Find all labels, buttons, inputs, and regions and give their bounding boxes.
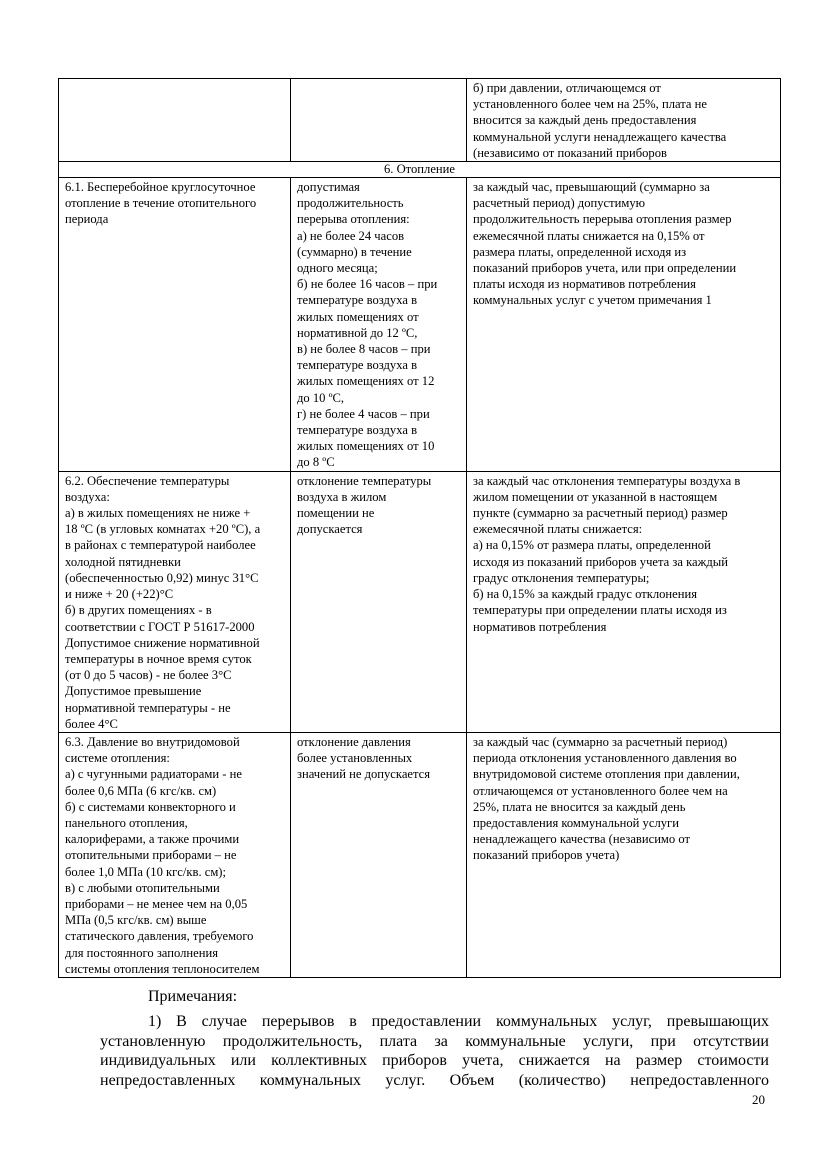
cell-text-line: вносится за каждый день предоставления (473, 113, 697, 128)
cell-text-line: а) на 0,15% от размера платы, определенной (473, 538, 711, 553)
cell-text-line: установленного более чем на 25%, плата не (473, 97, 707, 112)
section-heading-heating: 6. Отопление (59, 162, 781, 178)
cell-text-line: отопительными приборами – не (65, 848, 237, 863)
cell-text-line: отклонение температуры (297, 473, 432, 488)
table-cell (291, 178, 467, 472)
cell-text-line: воздуха в жилом (297, 489, 387, 504)
cell-text-line: (обеспеченностью 0,92) минус 31°С (65, 570, 259, 585)
cell-text-line: за каждый час, превышающий (суммарно за (473, 180, 710, 195)
cell-text-line: показаний приборов учета) (473, 848, 620, 863)
cell-text-line: статического давления, требуемого (65, 929, 254, 944)
cell-text-line: для постоянного заполнения (65, 945, 218, 960)
cell-text-line: температуре воздуха в (297, 358, 418, 373)
cell-text-line: в) с любыми отопительными (65, 880, 220, 895)
cell-text-line: температуры при определении платы исходя из (473, 603, 727, 618)
table-cell (467, 471, 781, 732)
cell-text-line: ежемесячной платы снижается: (473, 522, 643, 537)
cell-text-line: жилых помещениях от (297, 309, 419, 324)
cell-text-line: в районах с температурой наиболее (65, 538, 256, 553)
table-cell (467, 79, 781, 162)
cell-text-line: перерыва отопления: (297, 212, 410, 227)
cell-text-line: системе отопления: (65, 751, 170, 766)
cell-text-line: градус отклонения температуры; (473, 570, 650, 585)
cell-text-line: отопление в течение отопительного (65, 196, 257, 211)
cell-text-line: (независимо от показаний приборов (473, 145, 667, 160)
cell-text-line: системы отопления теплоносителем (65, 961, 260, 976)
cell-text-line: 25%, плата не вносится за каждый день (473, 799, 686, 814)
table-cell (59, 471, 291, 732)
table-row (59, 79, 781, 162)
cell-text-line: периода отклонения установленного давления во (473, 751, 737, 766)
cell-text-line: внутридомовой системе отопления при давлении, (473, 767, 740, 782)
cell-text-line: нормативной до 12 ºС, (297, 325, 418, 340)
cell-text-line: размера платы, определенной исходя из (473, 244, 687, 259)
cell-text-line: приборами – не менее чем на 0,05 (65, 896, 248, 911)
cell-text-line: более 1,0 МПа (10 кгс/кв. см); (65, 864, 226, 879)
cell-text-line: и ниже + 20 (+22)°С (65, 587, 174, 602)
table-cell (59, 178, 291, 472)
cell-text-line: продолжительность (297, 196, 404, 211)
cell-text-line: одного месяца; (297, 261, 378, 276)
cell-text-line: Допустимое снижение нормативной (65, 635, 260, 650)
cell-text-line: (суммарно) в течение (297, 244, 412, 259)
table-row (59, 471, 781, 732)
cell-text-line: за каждый час (суммарно за расчетный период) (473, 734, 728, 749)
cell-text-line: а) с чугунными радиаторами - не (65, 767, 242, 782)
cell-text-line: г) не более 4 часов – при (297, 406, 430, 421)
cell-text-line: пункте (суммарно за расчетный период) размер (473, 506, 728, 521)
cell-text-line: Допустимое превышение (65, 684, 202, 699)
cell-text-line: коммунальной услуги ненадлежащего качества (473, 129, 727, 144)
cell-text-line: расчетный период) допустимую (473, 196, 646, 211)
cell-text-line: ежемесячной платы снижается на 0,15% от (473, 228, 705, 243)
cell-text-line: температуре воздуха в (297, 293, 418, 308)
cell-text-line: показаний приборов учета, или при определении (473, 261, 737, 276)
cell-text-line: температуре воздуха в (297, 423, 418, 438)
cell-text-line: холодной пятидневки (65, 554, 181, 569)
utility-quality-table (58, 78, 781, 978)
cell-text-line: в) не более 8 часов – при (297, 342, 431, 357)
cell-text-line: 6.3. Давление во внутридомовой (65, 734, 240, 749)
cell-text-line: отличающемся от установленного более чем на (473, 783, 728, 798)
cell-text-line: б) не более 16 часов – при (297, 277, 438, 292)
section-header-row (59, 162, 781, 178)
table-cell (467, 178, 781, 472)
cell-text-line: нормативной температуры - не (65, 700, 231, 715)
table-cell (291, 79, 467, 162)
table-cell (59, 732, 291, 977)
cell-text-line: до 10 ºС, (297, 390, 345, 405)
cell-text-line: б) с системами конвекторного и (65, 799, 236, 814)
cell-text-line: 6.1. Бесперебойное круглосуточное (65, 180, 256, 195)
cell-text-line: допускается (297, 522, 363, 537)
cell-text-line: отклонение давления (297, 734, 411, 749)
cell-text-line: значений не допускается (297, 767, 431, 782)
cell-text-line: соответствии с ГОСТ Р 51617-2000 (65, 619, 255, 634)
cell-text-line: платы исходя из нормативов потребления (473, 277, 696, 292)
table-row (59, 732, 781, 977)
cell-text-line: воздуха: (65, 489, 110, 504)
cell-text-line: периода (65, 212, 109, 227)
table-cell (467, 732, 781, 977)
cell-text-line: (от 0 до 5 часов) - не более 3°С (65, 668, 232, 683)
cell-text-line: б) при давлении, отличающемся от (473, 81, 661, 95)
page-number: 20 (752, 1092, 765, 1107)
cell-text-line: помещении не (297, 506, 375, 521)
table-cell (59, 79, 291, 162)
notes-title: Примечания: (148, 988, 238, 1005)
cell-text-line: за каждый час отклонения температуры воздуха в (473, 473, 741, 488)
cell-text-line: коммунальных услуг с учетом примечания 1 (473, 293, 712, 308)
notes-paragraph: 1) В случае перерывов в предоставлении коммунальных услуг, превышающих установленную продолжительность, плата за коммунальные услуги, при отсутствии индивидуальных или коллективных приборов учета, снижается на размер стоимости непредоставленных коммунальных услуг. Объем (количество) непредоставленного (100, 1013, 769, 1089)
cell-text-line: исходя из показаний приборов учета за каждый (473, 554, 728, 569)
cell-text-line: температуры в ночное время суток (65, 651, 252, 666)
cell-text-line: более 0,6 МПа (6 кгс/кв. см) (65, 783, 217, 798)
table-cell (291, 471, 467, 732)
cell-text-line: ненадлежащего качества (независимо от (473, 832, 690, 847)
cell-text-line: более установленных (297, 751, 413, 766)
cell-text-line: калориферами, а также прочими (65, 832, 240, 847)
table-row (59, 178, 781, 472)
table-cell (291, 732, 467, 977)
cell-text-line: жилых помещениях от 10 (297, 439, 435, 454)
cell-text-line: жилом помещении от указанной в настоящем (473, 489, 718, 504)
cell-text-line: 6.2. Обеспечение температуры (65, 473, 230, 488)
cell-text-line: а) в жилых помещениях не ниже + (65, 506, 251, 521)
cell-text-line: жилых помещениях от 12 (297, 374, 435, 389)
cell-text-line: а) не более 24 часов (297, 228, 405, 243)
cell-text-line: до 8 ºС (297, 455, 335, 470)
cell-text-line: продолжительность перерыва отопления размер (473, 212, 732, 227)
cell-text-line: более 4°С (65, 716, 118, 731)
cell-text-line: нормативов потребления (473, 619, 607, 634)
cell-text-line: б) в других помещениях - в (65, 603, 212, 618)
cell-text-line: допустимая (297, 180, 360, 195)
cell-text-line: панельного отопления, (65, 815, 188, 830)
cell-text-line: предоставления коммунальной услуги (473, 815, 679, 830)
cell-text-line: МПа (0,5 кгс/кв. см) выше (65, 913, 207, 928)
cell-text-line: б) на 0,15% за каждый градус отклонения (473, 587, 698, 602)
cell-text-line: 18 ºС (в угловых комнатах +20 ºС), а (65, 522, 261, 537)
